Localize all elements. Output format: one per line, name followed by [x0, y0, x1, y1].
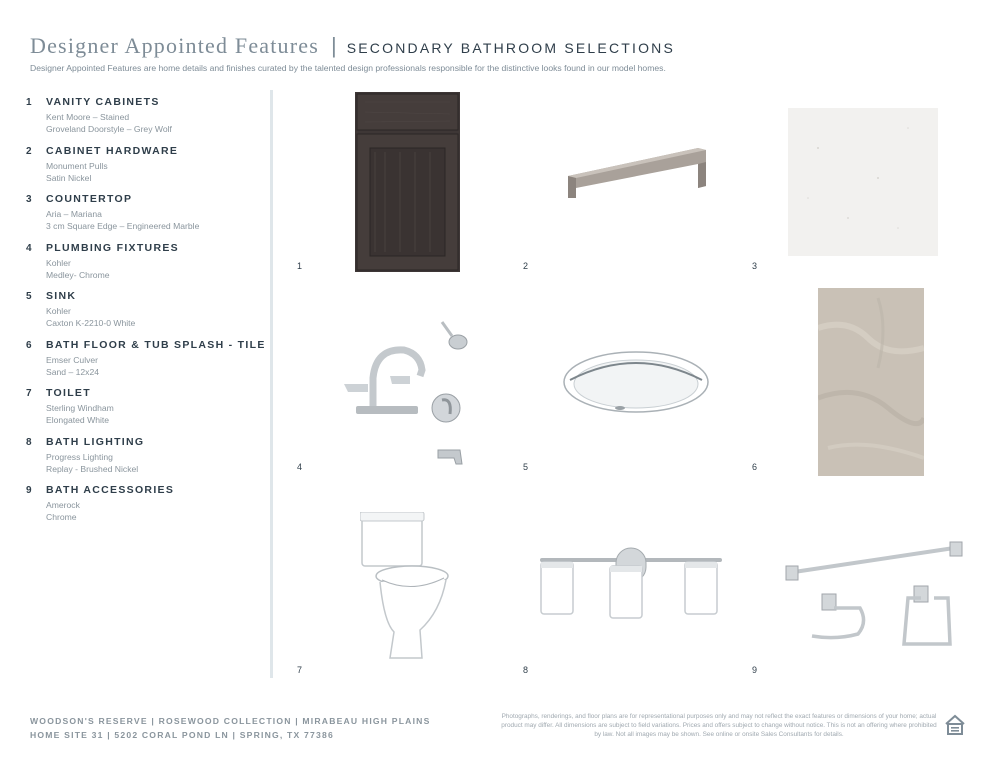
item-title: PLUMBING FIXTURES	[46, 241, 179, 254]
item-detail: Amerock	[46, 500, 80, 510]
bath-lighting-image	[538, 544, 724, 620]
item-detail: Groveland Doorstyle – Grey Wolf	[46, 124, 172, 134]
item-detail: Monument Pulls	[46, 160, 108, 171]
item-number: 2	[26, 145, 32, 157]
item-detail: Elongated White	[46, 415, 110, 425]
item-title: SINK	[46, 290, 77, 302]
image-number: 5	[523, 462, 529, 472]
title-separator: |	[331, 33, 337, 58]
community-line: WOODSON'S RESERVE | ROSEWOOD COLLECTION | MIRABEAU HIGH PLAINS	[30, 716, 431, 726]
item-number: 8	[26, 436, 32, 448]
image-number: 3	[752, 261, 758, 271]
image-number: 6	[752, 462, 758, 472]
list-item	[26, 436, 266, 475]
item-detail: Kohler	[46, 306, 71, 316]
item-title: BATH ACCESSORIES	[46, 484, 175, 496]
plumbing-fixtures-image	[338, 318, 478, 473]
image-number: 7	[297, 665, 303, 675]
item-detail: Medley- Chrome	[46, 269, 110, 280]
cabinet-pull-image	[560, 140, 710, 205]
item-number: 4	[26, 242, 32, 254]
item-title: TOILET	[46, 387, 91, 399]
item-detail: Progress Lighting	[46, 451, 113, 462]
item-number: 3	[26, 194, 32, 205]
item-number: 9	[26, 485, 32, 496]
item-detail: Kohler	[46, 257, 71, 268]
item-detail: Aria – Mariana	[46, 209, 102, 219]
item-detail: Sand – 12x24	[46, 366, 100, 377]
address-line: HOME SITE 31 | 5202 CORAL POND LN | SPRING, TX 77386	[30, 730, 334, 740]
tile-swatch-image	[818, 288, 924, 476]
list-item	[26, 96, 266, 135]
list-item	[26, 242, 266, 281]
item-detail: Satin Nickel	[46, 172, 92, 183]
header	[30, 33, 970, 73]
item-number: 6	[26, 339, 32, 351]
equal-housing-opportunity-icon	[944, 714, 966, 736]
item-detail: Emser Culver	[46, 354, 99, 365]
page-description: Designer Appointed Features are home details and finishes curated by the talented design professionals responsible for the distinctive looks found in our model homes.	[30, 63, 666, 73]
item-number: 5	[26, 291, 32, 302]
list-item	[26, 145, 266, 184]
list-item	[26, 290, 266, 329]
page-title: Designer Appointed Features	[30, 33, 320, 58]
item-title: BATH FLOOR & TUB SPLASH - TILE	[46, 338, 266, 351]
list-item	[26, 387, 266, 426]
item-number: 1	[26, 97, 32, 108]
item-title: VANITY CABINETS	[46, 96, 160, 108]
title-row	[30, 33, 970, 59]
list-item	[26, 193, 266, 232]
item-detail: Replay - Brushed Nickel	[46, 463, 139, 474]
toilet-image	[360, 512, 450, 662]
image-number: 4	[297, 462, 303, 472]
item-detail: Kent Moore – Stained	[46, 112, 130, 122]
item-title: BATH LIGHTING	[46, 435, 145, 448]
sink-image	[560, 350, 712, 420]
list-item	[26, 339, 266, 378]
image-number: 8	[523, 665, 529, 675]
page-subtitle: SECONDARY BATHROOM SELECTIONS	[346, 40, 676, 56]
list-item	[26, 484, 266, 523]
item-detail: Sterling Windham	[46, 403, 114, 413]
bath-accessories-image	[782, 536, 968, 652]
image-number: 9	[752, 665, 758, 675]
item-title: CABINET HARDWARE	[46, 144, 179, 157]
vertical-divider	[270, 90, 273, 678]
vanity-cabinet-image	[355, 92, 460, 272]
item-title: COUNTERTOP	[46, 193, 133, 205]
image-number: 1	[297, 261, 303, 271]
community-address	[30, 714, 431, 742]
item-detail: Chrome	[46, 512, 77, 522]
disclaimer: Photographs, renderings, and floor plans are for representational purposes only and may not reflect the exact features or dimensions of your home; actual product may differ. All dimensions are subject to field variations. Prices and offers subject to change without notice. This is not an offering where prohibited by law. Not all images may be shown. See online or onsite Sales Consultants for details.	[501, 713, 937, 738]
item-number: 7	[26, 388, 32, 399]
countertop-swatch-image	[788, 108, 938, 256]
selections-list	[26, 96, 266, 533]
item-detail: 3 cm Square Edge – Engineered Marble	[46, 221, 200, 231]
image-number: 2	[523, 261, 529, 271]
item-detail: Caxton K-2210-0 White	[46, 318, 136, 328]
